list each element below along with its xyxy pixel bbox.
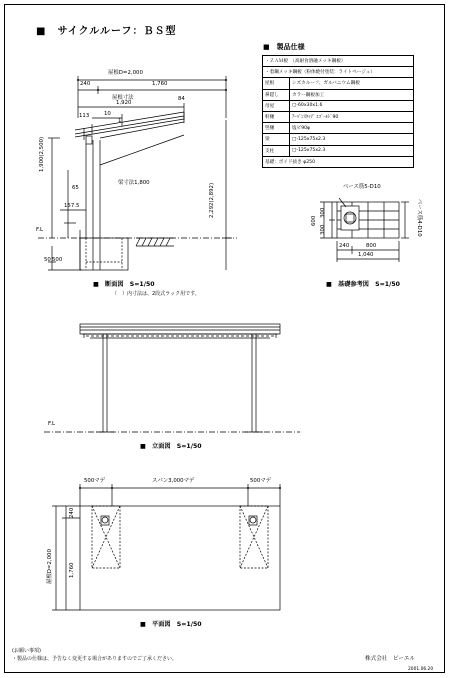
notice-title: (お願い事項)	[12, 648, 41, 654]
elevation-view-lines	[44, 324, 300, 432]
spec-key: 鼻隠し	[263, 89, 290, 100]
section-dim-113: 113	[79, 113, 90, 119]
section-dim-10: 10	[104, 111, 111, 117]
section-dim-1920: 1,920	[116, 100, 132, 106]
plan-label-500-left: 500マデ	[84, 478, 106, 484]
section-dim-500: 500	[52, 257, 63, 263]
spec-value: 塩ビ90φ	[290, 123, 414, 134]
section-dim-2292: 2,292(2,892)	[209, 182, 215, 218]
plan-view-lines	[52, 484, 280, 610]
foundation-base-side: ベース筋4-D10	[416, 199, 422, 237]
foundation-dim-240: 240	[339, 243, 350, 249]
foundation-dim-800: 800	[366, 243, 377, 249]
spec-value: □-125x75x2.3	[290, 145, 414, 156]
spec-material-1: ・ＺＡＭ板 （高耐食溶融メッキ鋼板）	[263, 56, 414, 67]
spec-heading: ■ 製品仕様	[263, 43, 305, 51]
spec-foundation: 基礎：ボイド抜き φ250	[263, 156, 414, 167]
spec-key: 母屋	[263, 100, 290, 111]
section-caption: ■ 断面図 S=1/50	[93, 281, 155, 288]
spec-key: 竪樋	[263, 123, 290, 134]
foundation-dim-600: 600	[311, 215, 317, 226]
section-dim-240: 240	[80, 81, 91, 87]
section-roof-dim-label: 屋根寸法	[112, 95, 134, 101]
spec-value: □-125x75x2.3	[290, 134, 414, 145]
section-dim-65: 65	[72, 185, 79, 191]
plan-dim-1760: 1,760	[69, 562, 75, 578]
section-dim-1900: 1,900(2,500)	[39, 136, 45, 172]
spec-key: 梁	[263, 134, 290, 145]
section-fl: F.L	[36, 227, 43, 233]
foundation-dim-300a: 300	[320, 207, 326, 218]
section-dim-84: 84	[178, 96, 185, 102]
section-roof-depth: 屋根D=2,000	[108, 70, 143, 76]
spec-key: 支柱	[263, 145, 290, 156]
spec-value: シズカルーフ、ガルバニウム鋼板	[290, 78, 414, 89]
notice-text: ・製品の仕様は、予告なく変更する場合がありますのでご了承ください。	[12, 656, 178, 662]
elevation-caption: ■ 立面図 S=1/50	[140, 443, 202, 450]
plan-caption: ■ 平面図 S=1/50	[140, 621, 202, 628]
drawing-date: 2001.06.20	[408, 667, 434, 672]
elevation-fl: F.L	[48, 421, 55, 427]
page-title: ■ サイクルルーフ：ＢＳ型	[36, 26, 177, 37]
section-dim-1: 1	[118, 118, 122, 124]
foundation-base-top: ベース筋5-D10	[343, 184, 381, 190]
foundation-caption: ■ 基礎参考図 S=1/50	[326, 281, 400, 288]
spec-key: 軒樋	[263, 111, 290, 122]
spec-value: □-60x30x1.6	[290, 100, 414, 111]
spec-key: 屋根	[263, 78, 290, 89]
spec-value: ｱｰﾊﾞﾝｽﾀｯﾌﾞ ｴｺﾞｰﾙﾄﾞ90	[290, 111, 414, 122]
section-dim-157: 157.5	[64, 203, 80, 209]
plan-dim-240: 240	[69, 507, 75, 518]
spec-value: カラー鋼板加工	[290, 89, 414, 100]
foundation-dim-1040: 1,040	[358, 252, 374, 258]
section-view-lines	[38, 76, 237, 270]
foundation-dim-300b: 300	[320, 224, 326, 235]
plan-label-500-right: 500マデ	[250, 478, 272, 484]
company-name: 株式会社 ピーエル	[365, 656, 416, 662]
section-dim-1760: 1,760	[152, 81, 168, 87]
section-dim-50: 50	[44, 257, 51, 263]
section-note: （ ）内寸法は、2段式ラック用です。	[112, 291, 200, 297]
spec-material-2: ・着鋼メッキ鋼板（粉体焼付塗装：ライトベージュ）	[263, 67, 414, 78]
section-beam-dim: 梁寸法1,800	[118, 180, 150, 186]
plan-span: スパン3,000マデ	[152, 478, 195, 484]
plan-roof-depth: 屋根D=2,000	[47, 549, 53, 584]
